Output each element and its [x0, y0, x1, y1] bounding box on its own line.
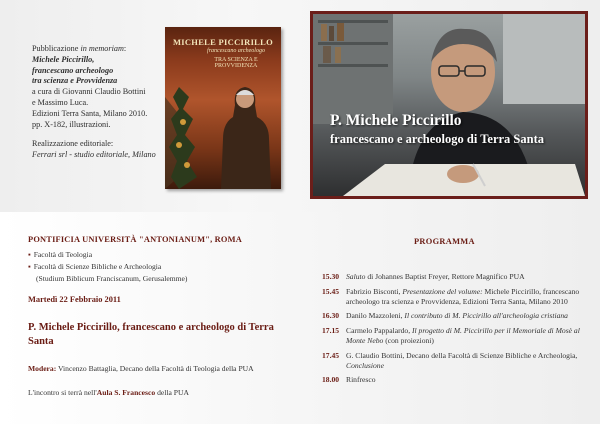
- publication-editors-1: a cura di Giovanni Claudio Bottini: [32, 87, 146, 97]
- event-title: P. Michele Piccirillo, francescano e archeologo di Terra Santa: [28, 322, 274, 347]
- publication-info: [32, 44, 162, 161]
- event-location: L'incontro si terrà nell'Aula S. Francesco della PUA: [28, 388, 189, 397]
- program-item: 17.15 Carmelo Pappalardo, Il progetto di M. Piccirillo per il Memoriale di Mosè al Monte Nebo (con proiezioni): [322, 326, 580, 345]
- portrait-title: P. Michele Piccirillo: [330, 112, 462, 129]
- bullet-icon: ▪: [28, 262, 31, 271]
- book-subtitle: francescano archeologo: [207, 48, 265, 54]
- publication-title-2: francescano archeologo: [32, 65, 114, 75]
- realization-label: Realizzazione editoriale:: [32, 139, 114, 149]
- program-list: [322, 272, 590, 390]
- publication-editors-2: e Massimo Luca.: [32, 97, 89, 107]
- faculty-note: (Studium Biblicum Franciscanum, Gerusalemme): [36, 274, 188, 283]
- realization-value: Ferrari srl - studio editoriale, Milano: [32, 150, 156, 160]
- bullet-icon: ▪: [28, 250, 31, 259]
- program-item: 18.00 Rinfresco: [322, 375, 376, 385]
- program-item: 15.45 Fabrizio Bisconti, Presentazione del volume: Michele Piccirillo, francescano archeologo tra scienza e Provvidenza, Edizioni Terra Santa, Milano 2010: [322, 286, 580, 306]
- publication-title-1: Michele Piccirillo,: [32, 54, 95, 64]
- program-item: 16.30 Danilo Mazzoleni, Il contributo di M. Piccirillo all'archeologia cristiana: [322, 311, 568, 321]
- faculty-item: ▪ Facoltà di Scienze Bibliche e Archeologia: [28, 262, 162, 271]
- event-moderator: Modera: Vincenzo Battaglia, Decano della Facoltà di Teologia della PUA: [28, 364, 254, 373]
- program-item: 17.45 G. Claudio Bottini, Decano della Facoltà di Scienze Bibliche e Archeologia, Conclusione: [322, 350, 578, 370]
- university-name: PONTIFICIA UNIVERSITÀ "ANTONIANUM", ROMA: [28, 235, 242, 244]
- publication-publisher: Edizioni Terra Santa, Milano 2010.: [32, 108, 148, 118]
- program-item: 15.30 Saluto di Johannes Baptist Freyer, Rettore Magnifico PUA: [322, 272, 525, 281]
- portrait-image: [313, 14, 585, 196]
- portrait-subtitle: francescano e archeologo di Terra Santa: [330, 132, 544, 146]
- portrait-art: [313, 14, 585, 196]
- faculty-item: ▪ Facoltà di Teologia: [28, 250, 93, 259]
- portrait-photo: [310, 11, 588, 199]
- publication-intro: Pubblicazione in memoriam:: [32, 44, 127, 53]
- publication-pages: pp. X-182, illustrazioni.: [32, 119, 111, 129]
- program-heading: PROGRAMMA: [414, 237, 475, 246]
- event-date: Martedì 22 Febbraio 2011: [28, 295, 121, 304]
- book-title: MICHELE PICCIRILLO: [172, 37, 274, 47]
- book-subtitle-2: TRA SCIENZA E PROVVIDENZA: [214, 57, 258, 69]
- publication-title-3: tra scienza e Provvidenza: [32, 76, 118, 86]
- book-cover: [165, 27, 281, 189]
